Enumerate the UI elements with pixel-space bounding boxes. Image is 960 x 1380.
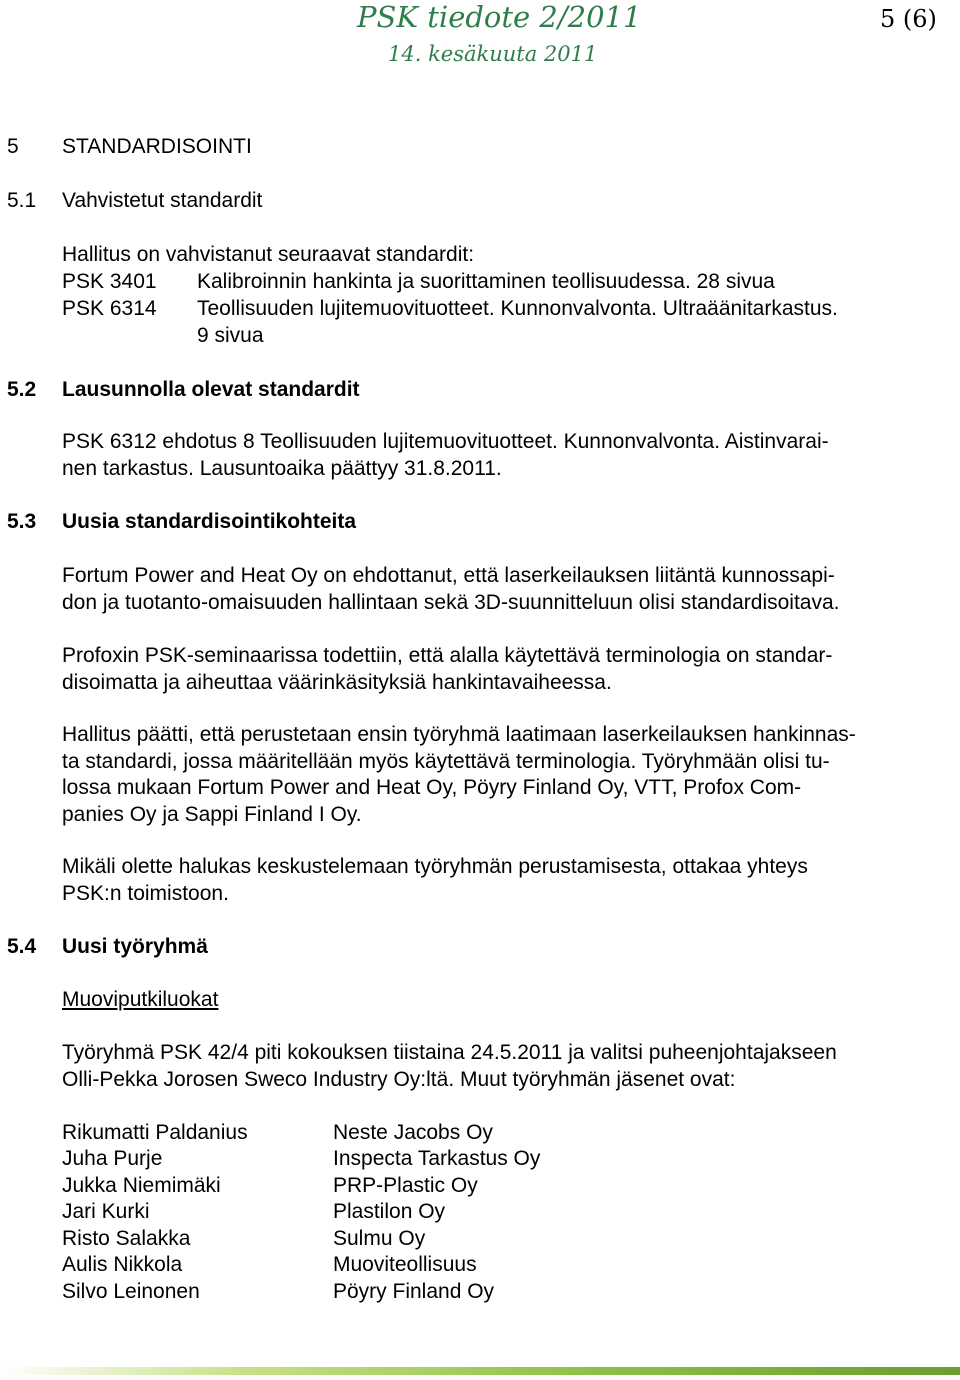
section-5-title: STANDARDISOINTI xyxy=(62,135,252,158)
section-5-number: 5 xyxy=(7,135,19,158)
member-organization: Neste Jacobs Oy xyxy=(333,1121,493,1144)
paragraph-line: Profoxin PSK-seminaarissa todettiin, että alalla käytettävä terminologia on standar- xyxy=(62,644,833,667)
member-organization: Plastilon Oy xyxy=(333,1200,446,1223)
member-organization: PRP-Plastic Oy xyxy=(333,1174,478,1197)
paragraph-line: don ja tuotanto-omaisuuden hallintaan sekä 3D-suunnitteluun olisi standardisoitava. xyxy=(62,591,840,614)
paragraph-line: Mikäli olette halukas keskustelemaan työryhmän perustamisesta, ottakaa yhteys xyxy=(62,855,808,878)
member-name: Juha Purje xyxy=(62,1147,163,1170)
consultation-line: nen tarkastus. Lausuntoaika päättyy 31.8.2011. xyxy=(62,457,502,480)
paragraph-line: Hallitus päätti, että perustetaan ensin työryhmä laatimaan laserkeilauksen hankinnas- xyxy=(62,723,856,746)
paragraph-line: disoimatta ja aiheuttaa väärinkäsityksiä hankintavaiheessa. xyxy=(62,671,612,694)
section-5-1-number: 5.1 xyxy=(7,189,37,212)
section-5-4-number: 5.4 xyxy=(7,935,37,958)
paragraph-line: lossa mukaan Fortum Power and Heat Oy, Pöyry Finland Oy, VTT, Profox Com- xyxy=(62,776,802,799)
member-name: Jukka Niemimäki xyxy=(62,1174,221,1197)
section-5-2-number: 5.2 xyxy=(7,378,37,401)
section-5-3-title: Uusia standardisointikohteita xyxy=(62,510,357,533)
section-5-3-number: 5.3 xyxy=(7,510,37,533)
section-5-2-title: Lausunnolla olevat standardit xyxy=(62,378,360,401)
paragraph-line: Fortum Power and Heat Oy on ehdottanut, että laserkeilauksen liitäntä kunnossapi- xyxy=(62,564,835,587)
standard-description: Teollisuuden lujitemuovituotteet. Kunnonvalvonta. Ultraäänitarkastus. xyxy=(197,297,838,320)
member-organization: Pöyry Finland Oy xyxy=(333,1280,495,1303)
section-5-1-title: Vahvistetut standardit xyxy=(62,189,263,212)
newsletter-title: PSK tiedote 2/2011 xyxy=(357,0,642,34)
paragraph-line: PSK:n toimistoon. xyxy=(62,882,229,905)
member-name: Risto Salakka xyxy=(62,1227,191,1250)
member-organization: Inspecta Tarkastus Oy xyxy=(333,1147,541,1170)
paragraph-line: Työryhmä PSK 42/4 piti kokouksen tiistaina 24.5.2011 ja valitsi puheenjohtajakseen xyxy=(62,1041,837,1064)
member-organization: Sulmu Oy xyxy=(333,1227,426,1250)
standard-code: PSK 6314 xyxy=(62,297,157,320)
newsletter-date: 14. kesäkuuta 2011 xyxy=(388,42,598,66)
member-name: Aulis Nikkola xyxy=(62,1253,183,1276)
paragraph-line: ta standardi, jossa määritellään myös käytettävä terminologia. Työryhmään olisi tu- xyxy=(62,750,830,773)
member-name: Silvo Leinonen xyxy=(62,1280,200,1303)
consultation-line: PSK 6312 ehdotus 8 Teollisuuden lujitemuovituotteet. Kunnonvalvonta. Aistinvarai- xyxy=(62,430,829,453)
working-group-subtitle: Muoviputkiluokat xyxy=(62,988,219,1011)
section-5-4-title: Uusi työryhmä xyxy=(62,935,208,958)
paragraph-line: Olli-Pekka Jorosen Sweco Industry Oy:ltä. Muut työryhmän jäsenet ovat: xyxy=(62,1068,736,1091)
footer-divider xyxy=(0,1367,960,1375)
member-organization: Muoviteollisuus xyxy=(333,1253,477,1276)
standard-pages: 9 sivua xyxy=(197,324,264,347)
approved-intro: Hallitus on vahvistanut seuraavat standardit: xyxy=(62,243,475,266)
page-number: 5 (6) xyxy=(880,5,937,33)
member-name: Rikumatti Paldanius xyxy=(62,1121,248,1144)
standard-description: Kalibroinnin hankinta ja suorittaminen teollisuudessa. 28 sivua xyxy=(197,270,775,293)
member-name: Jari Kurki xyxy=(62,1200,150,1223)
standard-code: PSK 3401 xyxy=(62,270,157,293)
paragraph-line: panies Oy ja Sappi Finland I Oy. xyxy=(62,803,362,826)
